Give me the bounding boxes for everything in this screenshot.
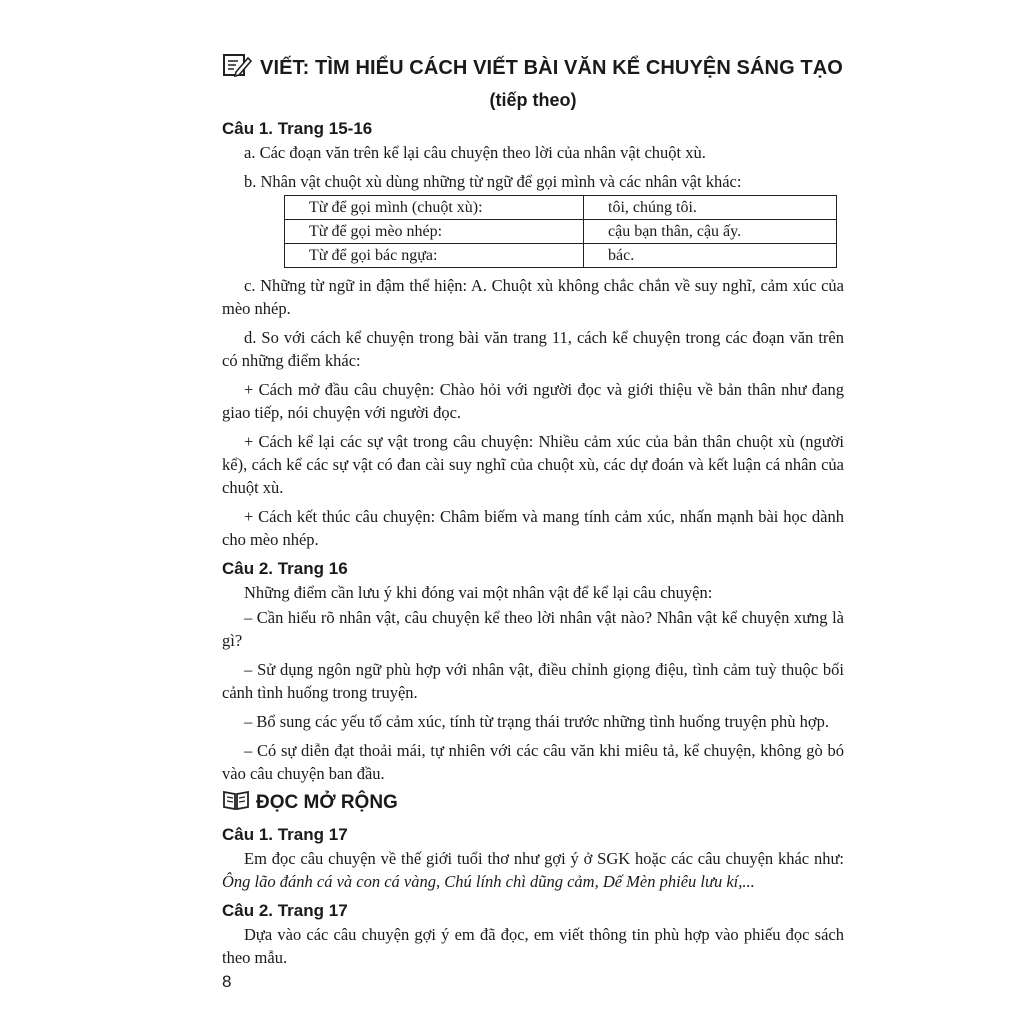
- q1-d2: + Cách kể lại các sự vật trong câu chuyện: Nhiều cảm xúc của bản thân chuột xù (người kể), cách kể các sự vật có đan cài suy nghĩ của chuột xù, các dự đoán và kết luận cá nhân của chuột xù.: [222, 432, 844, 497]
- title-main: VIẾT: TÌM HIỂU CÁCH VIẾT BÀI VĂN KỂ CHUYỆN SÁNG TẠO: [260, 56, 843, 79]
- writing-pencil-icon: [222, 52, 252, 84]
- table-cell-label: Từ để gọi bác ngựa:: [285, 244, 584, 268]
- reading-section-title: [222, 789, 844, 817]
- open-book-icon: [222, 789, 250, 817]
- q1-heading: Câu 1. Trang 15-16: [222, 119, 373, 138]
- table-cell-value: bác.: [584, 244, 837, 268]
- q1-d1: + Cách mở đầu câu chuyện: Chào hỏi với người đọc và giới thiệu về bản thân như đang giao tiếp, nói chuyện với người đọc.: [222, 380, 844, 422]
- q2-p2: – Sử dụng ngôn ngữ phù hợp với nhân vật, điều chỉnh giọng điệu, tình cảm tuỳ thuộc bối cảnh tình huống trong truyện.: [222, 660, 844, 702]
- q2-heading: Câu 2. Trang 16: [222, 559, 348, 578]
- q2-p3: – Bổ sung các yếu tố cảm xúc, tính từ trạng thái trước những tình huống truyện phù hợp.: [244, 712, 830, 731]
- q1-c: c. Những từ ngữ in đậm thể hiện: A. Chuột xù không chắc chắn về suy nghĩ, cảm xúc của mèo nhép.: [222, 276, 844, 318]
- q2-p1: – Cần hiểu rõ nhân vật, câu chuyện kể theo lời nhân vật nào? Nhân vật kể chuyện xưng là gì?: [222, 608, 844, 650]
- reading-q1-lead: Em đọc câu chuyện về thế giới tuổi thơ như gợi ý ở SGK hoặc các câu chuyện khác như:: [244, 849, 844, 868]
- title-sub: (tiếp theo): [489, 90, 577, 110]
- reading-q1-text: [222, 847, 844, 893]
- page-number: 8: [222, 972, 232, 991]
- q1-d3: + Cách kết thúc câu chuyện: Châm biếm và mang tính cảm xúc, nhấn mạnh bài học dành cho mèo nhép.: [222, 507, 844, 549]
- table-cell-label: Từ để gọi mèo nhép:: [285, 220, 584, 244]
- q1-b: b. Nhân vật chuột xù dùng những từ ngữ để gọi mình và các nhân vật khác:: [244, 172, 742, 191]
- q2-p4: – Có sự diễn đạt thoải mái, tự nhiên với các câu văn khi miêu tả, kể chuyện, không gò bó vào câu chuyện ban đầu.: [222, 741, 844, 783]
- reading-q2-heading: Câu 2. Trang 17: [222, 901, 348, 920]
- table-row: [285, 244, 837, 268]
- q1-a: a. Các đoạn văn trên kể lại câu chuyện theo lời của nhân vật chuột xù.: [244, 143, 706, 162]
- table-cell-value: cậu bạn thân, cậu ấy.: [584, 220, 837, 244]
- table-row: [285, 220, 837, 244]
- page-content: [222, 52, 844, 975]
- q2-intro: Những điểm cần lưu ý khi đóng vai một nhân vật để kể lại câu chuyện:: [244, 583, 713, 602]
- reading-q2-text: Dựa vào các câu chuyện gợi ý em đã đọc, em viết thông tin phù hợp vào phiếu đọc sách theo mẫu.: [222, 925, 844, 967]
- reading-q1-heading: Câu 1. Trang 17: [222, 825, 348, 844]
- word-table: [284, 195, 837, 268]
- table-cell-value: tôi, chúng tôi.: [584, 196, 837, 220]
- section-title: [222, 52, 844, 84]
- table-row: [285, 196, 837, 220]
- reading-heading: ĐỌC MỞ RỘNG: [256, 792, 398, 813]
- table-cell-label: Từ để gọi mình (chuột xù):: [285, 196, 584, 220]
- q1-d: d. So với cách kể chuyện trong bài văn trang 11, cách kể chuyện trong các đoạn văn trên có những điểm khác:: [222, 328, 844, 370]
- reading-q1-titles: Ông lão đánh cá và con cá vàng, Chú lính chì dũng cảm, Dế Mèn phiêu lưu kí,...: [222, 872, 755, 891]
